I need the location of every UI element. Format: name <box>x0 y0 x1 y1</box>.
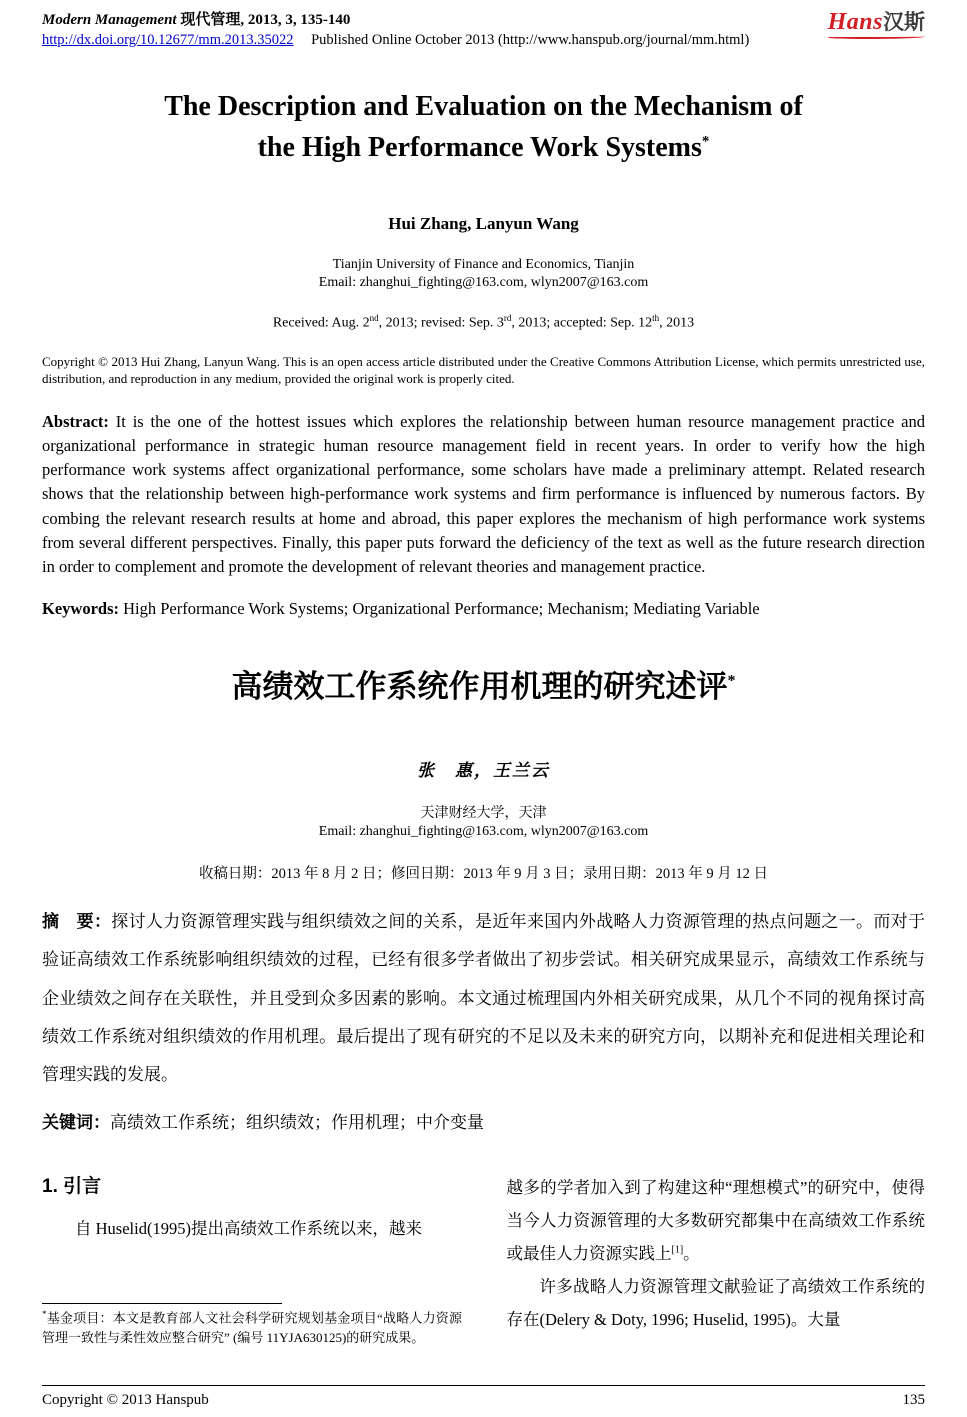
body-paragraph-left: 自 Huselid(1995)提出高绩效工作系统以来，越来 <box>75 1218 422 1238</box>
article-title-cn-text: 高绩效工作系统作用机理的研究述评 <box>231 669 728 705</box>
body-paragraph-right-1 <box>507 1171 926 1270</box>
authors-cn: 张 惠，王兰云 <box>417 761 550 781</box>
section-1-heading: 1. 引言 <box>42 1175 102 1197</box>
hans-logo <box>828 8 925 39</box>
keywords-label-en: Keywords: <box>42 599 119 619</box>
received-dates-en <box>42 313 925 332</box>
abstract-text-cn: 探讨人力资源管理实践与组织绩效之间的关系，是近年来国内外战略人力资源管理的热点问题之一。而对于验证高绩效工作系统影响组织绩效的过程，已经有很多学者做出了初步尝试。相关研究成果显示，高绩效工作系统与企业绩效之间存在关联性，并且受到众多因素的影响。本文通过梳理国内外相关研究成果，从几个不同的视角探讨高绩效工作系统对组织绩效的作用机理。最后提出了现有研究的不足以及未来的研究方向，以期补充和促进相关理论和管理实践的发展。 <box>42 912 925 1084</box>
journal-title-line <box>42 8 749 29</box>
body-column-right <box>507 1171 926 1336</box>
received-ordinal: rd <box>503 313 512 324</box>
body-paragraph-right-2: 许多战略人力资源管理文献验证了高绩效工作系统的存在(Delery & Doty, 1996; Huselid, 1995)。大量 <box>506 1276 925 1329</box>
journal-name: Modern Management <box>42 12 177 28</box>
keywords-cn <box>42 1108 925 1133</box>
title-footnote-asterisk-cn: * <box>727 673 736 691</box>
received-ordinal: th <box>652 313 660 324</box>
email-line-cn: Email: zhanghui_fighting@163.com, wlyn2007@163.com <box>318 823 649 839</box>
received-part: Received: Aug. 2 <box>272 315 370 331</box>
keywords-label-cn: 关键词： <box>42 1112 110 1132</box>
copyright-notice-en: Copyright © 2013 Hui Zhang, Lanyun Wang. This is an open access article distributed under the Creative Commons Attribution License, which permits unrestricted use, distribution, and reproduction in any medium, provided the original work is properly cited. <box>42 354 925 386</box>
hans-logo-latin: Hans <box>827 9 883 35</box>
article-title-cn <box>42 661 925 706</box>
doi-link[interactable]: http://dx.doi.org/10.12677/mm.2013.35022 <box>42 32 294 48</box>
footnote-marker: * <box>42 1308 47 1319</box>
keywords-en <box>42 599 925 619</box>
title-footnote-asterisk: * <box>701 133 710 150</box>
doi-line <box>42 32 749 49</box>
affiliation-block-cn <box>42 805 925 840</box>
received-ordinal: nd <box>369 313 379 324</box>
affiliation-en: Tianjin University of Finance and Economics, Tianjin <box>332 257 635 273</box>
article-title-en-line2: the High Performance Work Systems <box>257 131 702 163</box>
hans-logo-swoosh <box>828 35 925 39</box>
email-line-en: Email: zhanghui_fighting@163.com, wlyn2007@163.com <box>318 274 649 290</box>
abstract-text-en: It is the one of the hottest issues which explores the relationship between human resource management practice and organizational performance in strategic human resource management field in recent years. In order to verify how the high performance work systems affect organizational performance, some scholars have made a preliminary attempt. Related research shows that the relationship between high-performance work systems and firm performance is influenced by numerous factors. By combing the relevant research results at home and abroad, this paper explores the mechanism of high performance work systems from several different perspectives. Finally, this paper puts forward the deficiency of the text as well as the future research direction in order to complement and promote the development of relevant theories and management practice. <box>42 411 925 577</box>
authors-en: Hui Zhang, Lanyun Wang <box>388 214 579 234</box>
received-part: , 2013; revised: Sep. 3 <box>378 315 504 331</box>
abstract-en <box>42 410 925 580</box>
funding-footnote <box>42 1303 462 1347</box>
page-number: 135 <box>902 1392 925 1408</box>
received-dates-cn: 收稿日期：2013 年 8 月 2 日；修回日期：2013 年 9 月 3 日；录用日期：2013 年 9 月 12 日 <box>198 866 769 883</box>
abstract-label-en: Abstract: <box>42 411 109 431</box>
body-column-left <box>42 1171 461 1321</box>
keywords-text-cn: 高绩效工作系统；组织绩效；作用机理；中介变量 <box>110 1112 484 1132</box>
published-online-info: Published Online October 2013 (http://www.hanspub.org/journal/mm.html) <box>311 32 750 48</box>
abstract-label-cn: 摘 要： <box>42 912 112 932</box>
paragraph-text: 越多的学者加入到了构建这种“理想模式”的研究中，使得当今人力资源管理的大多数研究都集中在高绩效工作系统或最佳人力资源实践上 <box>506 1177 925 1263</box>
keywords-text-en: High Performance Work Systems; Organizational Performance; Mechanism; Mediating Variable <box>123 599 760 619</box>
article-title-en <box>42 87 925 168</box>
received-part: , 2013; accepted: Sep. 12 <box>511 315 653 331</box>
footnote-separator <box>42 1303 282 1304</box>
page-footer <box>42 1385 925 1409</box>
journal-header-left <box>42 8 749 49</box>
citation-ref-1: [1] <box>671 1244 684 1256</box>
footnote-text: 基金项目：本文是教育部人文社会科学研究规划基金项目“战略人力资源管理一致性与柔性效应整合研究” (编号 11YJA630125)的研究成果。 <box>42 1310 462 1345</box>
paragraph-text: 。 <box>683 1243 700 1263</box>
journal-header <box>42 8 925 49</box>
article-title-en-line1: The Description and Evaluation on the Mechanism of <box>164 91 803 122</box>
affiliation-block-en <box>42 256 925 291</box>
footer-copyright: Copyright © 2013 Hanspub <box>42 1392 209 1408</box>
hans-logo-chinese: 汉斯 <box>883 10 925 34</box>
affiliation-cn: 天津财经大学，天津 <box>420 806 547 822</box>
received-part: , 2013 <box>659 315 695 331</box>
abstract-cn <box>42 903 925 1093</box>
journal-issue-info: 现代管理, 2013, 3, 135-140 <box>180 12 351 28</box>
